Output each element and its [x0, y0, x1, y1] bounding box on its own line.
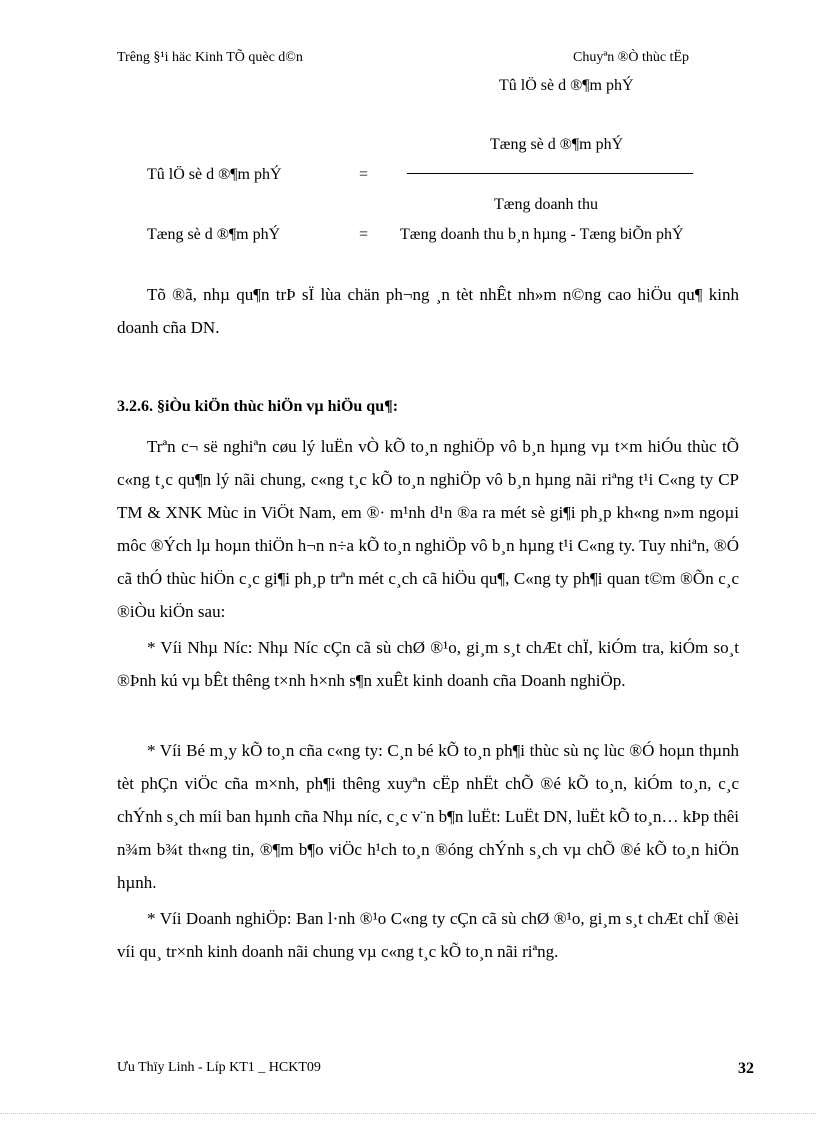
page-bottom-border: [0, 1113, 816, 1114]
footer-author: Ưu Thïy Linh - Líp KT1 _ HCKT09: [117, 1060, 321, 1075]
formula-lhs: Tû lÖ sè d ®¶m phÝ: [147, 166, 282, 183]
paragraph-2: Trªn c¬ së nghiªn cøu lý luËn vÒ kÕ to¸n nghiÖp vô b¸n hµng vµ t×m hiÓu thùc tÕ c«ng t¸c qu¶n lý nãi chung, c«ng t¸c kÕ to¸n nghiÖp vô b¸n hµng nãi riªng t¹i C«ng ty CP TM & XNK Mùc in ViÖt Nam, em ®· m¹nh d¹n ®a ra mét sè gi¶i ph¸p kh«ng n»m ngoµi môc ®Ých lµ hoµn thiÖn h¬n n÷a kÕ to¸n nghiÖp vô b¸n hµng t¹i C«ng ty. Tuy nhiªn, ®Ó cã thÓ thùc hiÖn c¸c gi¶i ph¸p trªn mét c¸ch cã hiÖu qu¶, C«ng ty ph¶i quan t©m ®Õn c¸c ®iÒu kiÖn sau:: [117, 437, 739, 621]
formula-caption: Tû lÖ sè d ®¶m phÝ: [499, 77, 634, 94]
formula-denominator: Tæng doanh thu: [494, 196, 598, 213]
formula-equals-1: =: [359, 166, 369, 183]
formula-numerator: Tæng sè d ®¶m phÝ: [490, 136, 624, 153]
fraction-line: [407, 173, 693, 174]
formula-equals-2: =: [359, 226, 369, 243]
formula-rhs-2: Tæng doanh thu b¸n hµng - Tæng biÕn phÝ: [400, 226, 684, 243]
paragraph-5: * Víi Doanh nghiÖp: Ban l·nh ®¹o C«ng ty cÇn cã sù chØ ®¹o, gi¸m s¸t chÆt chÏ ®èi víi qu¸ tr×nh kinh doanh nãi chung vµ c«ng t¸c kÕ to¸n nãi riªng.: [117, 909, 739, 961]
page-number: 32: [738, 1060, 754, 1077]
formula-lhs-2: Tæng sè d ®¶m phÝ: [147, 226, 281, 243]
paragraph-4: * Víi Bé m¸y kÕ to¸n cña c«ng ty: C¸n bé kÕ to¸n ph¶i thùc sù nç lùc ®Ó hoµn thµnh tèt phÇn viÖc cña m×nh, ph¶i thêng xuyªn cËp nhËt chÕ ®é kÕ to¸n, kiÓm to¸n, c¸c chÝnh s¸ch míi ban hµnh cña Nhµ níc, c¸c v¨n b¶n luËt: LuËt DN, luËt kÕ to¸n… kÞp thêi n¾m b¾t th«ng tin, ®¶m b¶o viÖc h¹ch to¸n ®óng chÝnh s¸ch vµ chÕ ®é kÕ to¸n hiÖn hµnh.: [117, 741, 739, 892]
paragraph-3: * Víi Nhµ Níc: Nhµ Níc cÇn cã sù chØ ®¹o, gi¸m s¸t chÆt chÏ, kiÓm tra, kiÓm so¸t ®Þnh kú vµ bÊt thêng t×nh h×nh s¶n xuÊt kinh doanh cña Doanh nghiÖp.: [117, 638, 739, 690]
header-right: Chuyªn ®Ò thùc tËp: [573, 50, 689, 65]
paragraph-1: Tõ ®ã, nhµ qu¶n trÞ sÏ lùa chän ph¬ng ¸n tèt nhÊt nh»m n©ng cao hiÖu qu¶ kinh doanh cña DN.: [117, 285, 739, 337]
section-heading: 3.2.6. §iÒu kiÖn thùc hiÖn vµ hiÖu qu¶:: [117, 398, 399, 415]
header-left: Trêng §¹i häc Kinh TÕ quèc d©n: [117, 50, 303, 65]
